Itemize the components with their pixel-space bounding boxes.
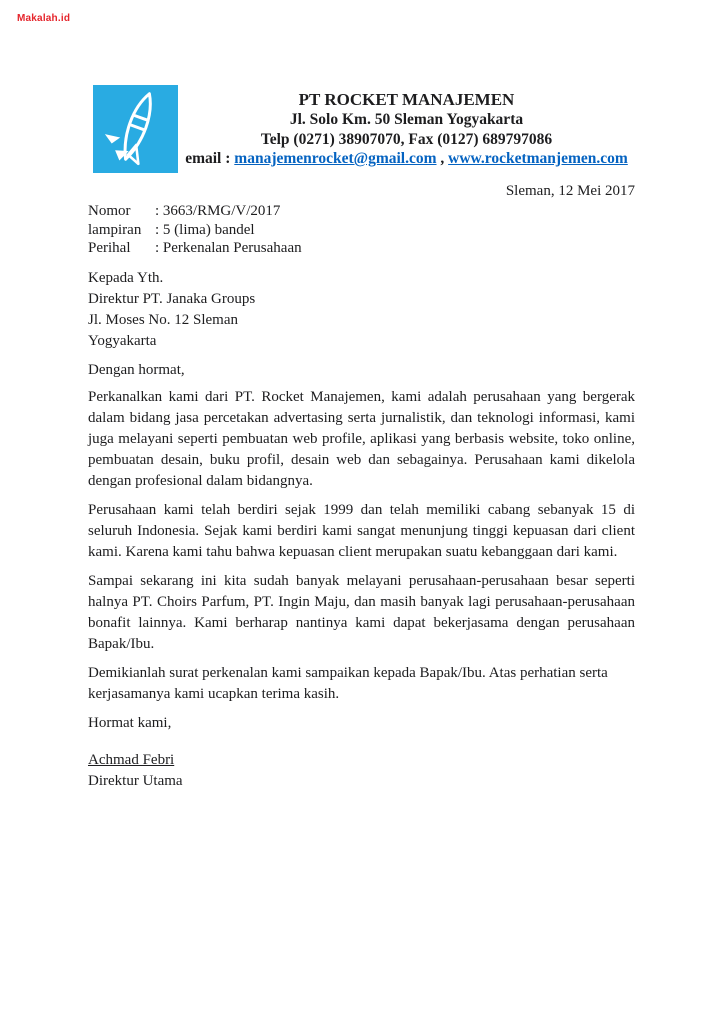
letterhead xyxy=(88,85,635,173)
body-paragraph-4: Demikianlah surat perkenalan kami sampaikan kepada Bapak/Ibu. Atas perhatian serta kerjasamanya kami ucapkan terima kasih. xyxy=(88,664,608,702)
body-paragraph-1: Perkanalkan kami dari PT. Rocket Manajemen, kami adalah perusahaan yang bergerak dalam bidang jasa percetakan advertasing serta jurnalistik, dan teknologi informasi, kami juga melayani seperti pembuatan web profile, aplikasi yang berbasis website, toko online, pembuatan desain, buku profil, desain web dan sebagainya. Perusahaan kami dikelola dengan profesional dalam bidangnya. xyxy=(88,388,635,489)
meta-label: Nomor xyxy=(88,203,131,219)
meta-value: : Perkenalan Perusahaan xyxy=(155,240,302,256)
meta-row-lampiran xyxy=(88,221,635,240)
site-watermark: Makalah.id xyxy=(17,13,71,24)
meta-row-perihal xyxy=(88,239,635,258)
recipient-line: Jl. Moses No. 12 Sleman xyxy=(88,311,238,328)
meta-value: : 3663/RMG/V/2017 xyxy=(155,203,281,219)
email-label: email : xyxy=(185,150,231,167)
letter-page xyxy=(88,85,635,792)
company-address: Jl. Solo Km. 50 Sleman Yogyakarta xyxy=(289,111,524,128)
rocket-icon xyxy=(93,85,178,173)
meta-label: Perihal xyxy=(88,240,131,256)
body-paragraph-2: Perusahaan kami telah berdiri sejak 1999 dan telah memiliki cabang sebanyak 15 di seluruh Indonesia. Sejak kami berdiri kami sangat menunjung tinggi kepuasan dari client kami. Karena kami tahu bahwa kepuasan client merupakan suatu kebanggaan dari kami. xyxy=(88,501,635,560)
body-paragraph-3: Sampai sekarang ini kita sudah banyak melayani perusahaan-perusahaan besar seperti halnya PT. Choirs Parfum, PT. Ingin Maju, dan masih banyak lagi perusahaan-perusahaan bonafit lainnya. Kami berharap nantinya kami dapat bekerjasama dengan perusahaan Bapak/Ibu. xyxy=(88,572,635,652)
company-name: PT ROCKET MANAJEMEN xyxy=(298,90,515,109)
closing-salutation: Hormat kami, xyxy=(88,714,172,731)
meta-value: : 5 (lima) bandel xyxy=(155,221,255,238)
recipient-block xyxy=(88,268,635,352)
salutation: Dengan hormat, xyxy=(88,361,185,378)
meta-row-nomor xyxy=(88,202,635,221)
company-logo xyxy=(93,85,178,173)
recipient-line: Yogyakarta xyxy=(88,332,157,349)
meta-block xyxy=(88,202,635,258)
recipient-line: Kepada Yth. xyxy=(88,269,164,286)
meta-label: lampiran xyxy=(88,221,142,238)
recipient-line: Direktur PT. Janaka Groups xyxy=(88,290,256,307)
website-link[interactable]: www.rocketmanjemen.com xyxy=(448,150,628,167)
signature-name: Achmad Febri xyxy=(88,751,175,768)
link-separator: , xyxy=(440,150,445,167)
email-line xyxy=(178,149,635,169)
signature-title: Direktur Utama xyxy=(88,772,183,789)
letterhead-text xyxy=(178,85,635,169)
date-line: Sleman, 12 Mei 2017 xyxy=(505,183,635,199)
company-phone: Telp (0271) 38907070, Fax (0127) 689797086 xyxy=(260,130,553,148)
email-link[interactable]: manajemenrocket@gmail.com xyxy=(234,150,437,167)
